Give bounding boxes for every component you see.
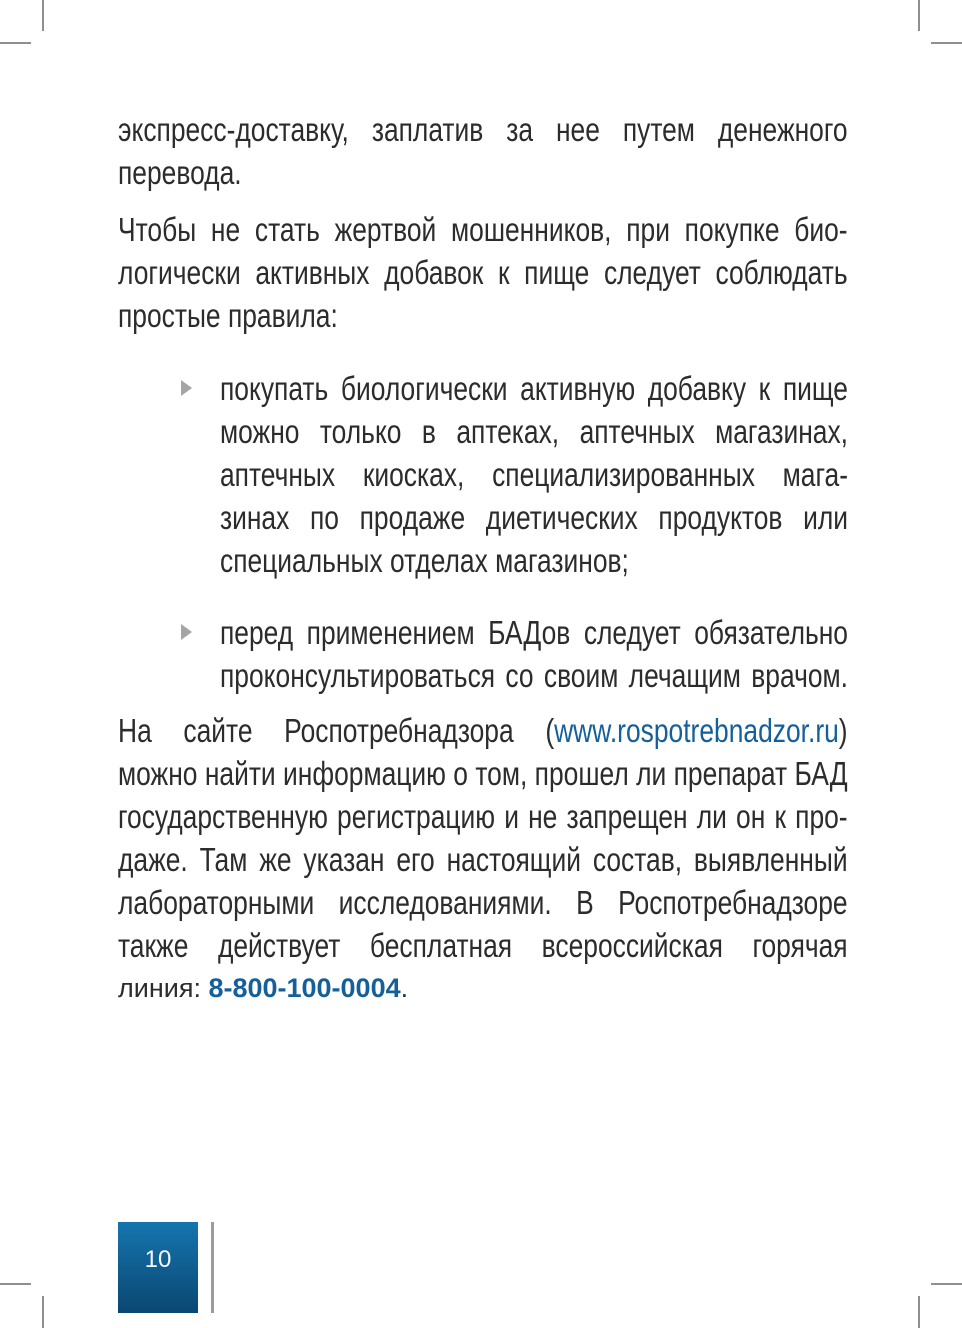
body-line: перевода.: [118, 154, 242, 191]
body-line: государственную регистрацию и не запрещен ли он к про-: [118, 798, 848, 835]
bullet-item-2: [118, 611, 848, 697]
body-line: аптечных киосках, специализированных мага-: [220, 456, 848, 493]
crop-mark-bottom-left-vertical: [42, 1296, 44, 1328]
bullet-text: [220, 367, 848, 582]
bullet-arrow-icon: [181, 380, 192, 396]
page-number-box: [118, 1222, 198, 1313]
body-text: На сайте Роспотребнадзора (: [118, 712, 555, 749]
body-line: Чтобы не стать жертвой мошенников, при покупке био-: [118, 211, 848, 248]
footer-divider: [211, 1222, 214, 1313]
bullet-list: [118, 367, 848, 697]
body-line: экспресс-доставку, заплатив за нее путем денежного: [118, 111, 848, 148]
text-block: [118, 108, 848, 1010]
rospotrebnadzor-website-link[interactable]: www.rospotrebnadzor.ru: [554, 712, 839, 749]
body-line: зинах по продаже диетических продуктов или: [220, 499, 848, 536]
body-line: покупать биологически активную добавку к пище: [220, 370, 848, 407]
body-line: даже. Там же указан его настоящий состав, выявленный: [118, 841, 848, 878]
body-text: ): [838, 712, 848, 749]
body-line: логически активных добавок к пище следует соблюдать: [118, 254, 848, 291]
paragraph-2: [118, 208, 848, 337]
body-line: можно найти информацию о том, прошел ли препарат БАД: [118, 755, 848, 792]
paragraph-1: [118, 108, 848, 194]
page-number: 10: [144, 1245, 172, 1273]
crop-mark-bottom-right-vertical: [918, 1296, 920, 1328]
body-line: простые правила:: [118, 297, 338, 334]
body-line: [118, 967, 848, 1010]
body-line: [118, 709, 848, 752]
body-line: также действует бесплатная всероссийская горячая: [118, 927, 848, 964]
body-line: специальных отделах магазинов;: [220, 542, 629, 579]
body-text: линия:: [118, 973, 209, 1003]
body-line: проконсультироваться со своим лечащим врачом.: [220, 657, 848, 694]
crop-mark-top-left-horizontal: [0, 42, 31, 44]
body-line: лабораторными исследованиями. В Роспотребнадзоре: [118, 884, 848, 921]
crop-mark-top-right-vertical: [918, 0, 920, 31]
body-text: .: [400, 973, 409, 1003]
crop-mark-top-left-vertical: [42, 0, 44, 31]
bullet-arrow-icon: [181, 624, 192, 640]
bullet-text: [220, 611, 848, 697]
hotline-phone-number[interactable]: 8-800-100-0004: [208, 973, 401, 1003]
body-line: перед применением БАДов следует обязательно: [220, 614, 848, 651]
bullet-item-1: [118, 367, 848, 582]
body-line: можно только в аптеках, аптечных магазинах,: [220, 413, 848, 450]
crop-mark-bottom-right-horizontal: [931, 1283, 962, 1285]
crop-mark-bottom-left-horizontal: [0, 1283, 31, 1285]
crop-mark-top-right-horizontal: [931, 42, 962, 44]
paragraph-3: [118, 709, 848, 1010]
